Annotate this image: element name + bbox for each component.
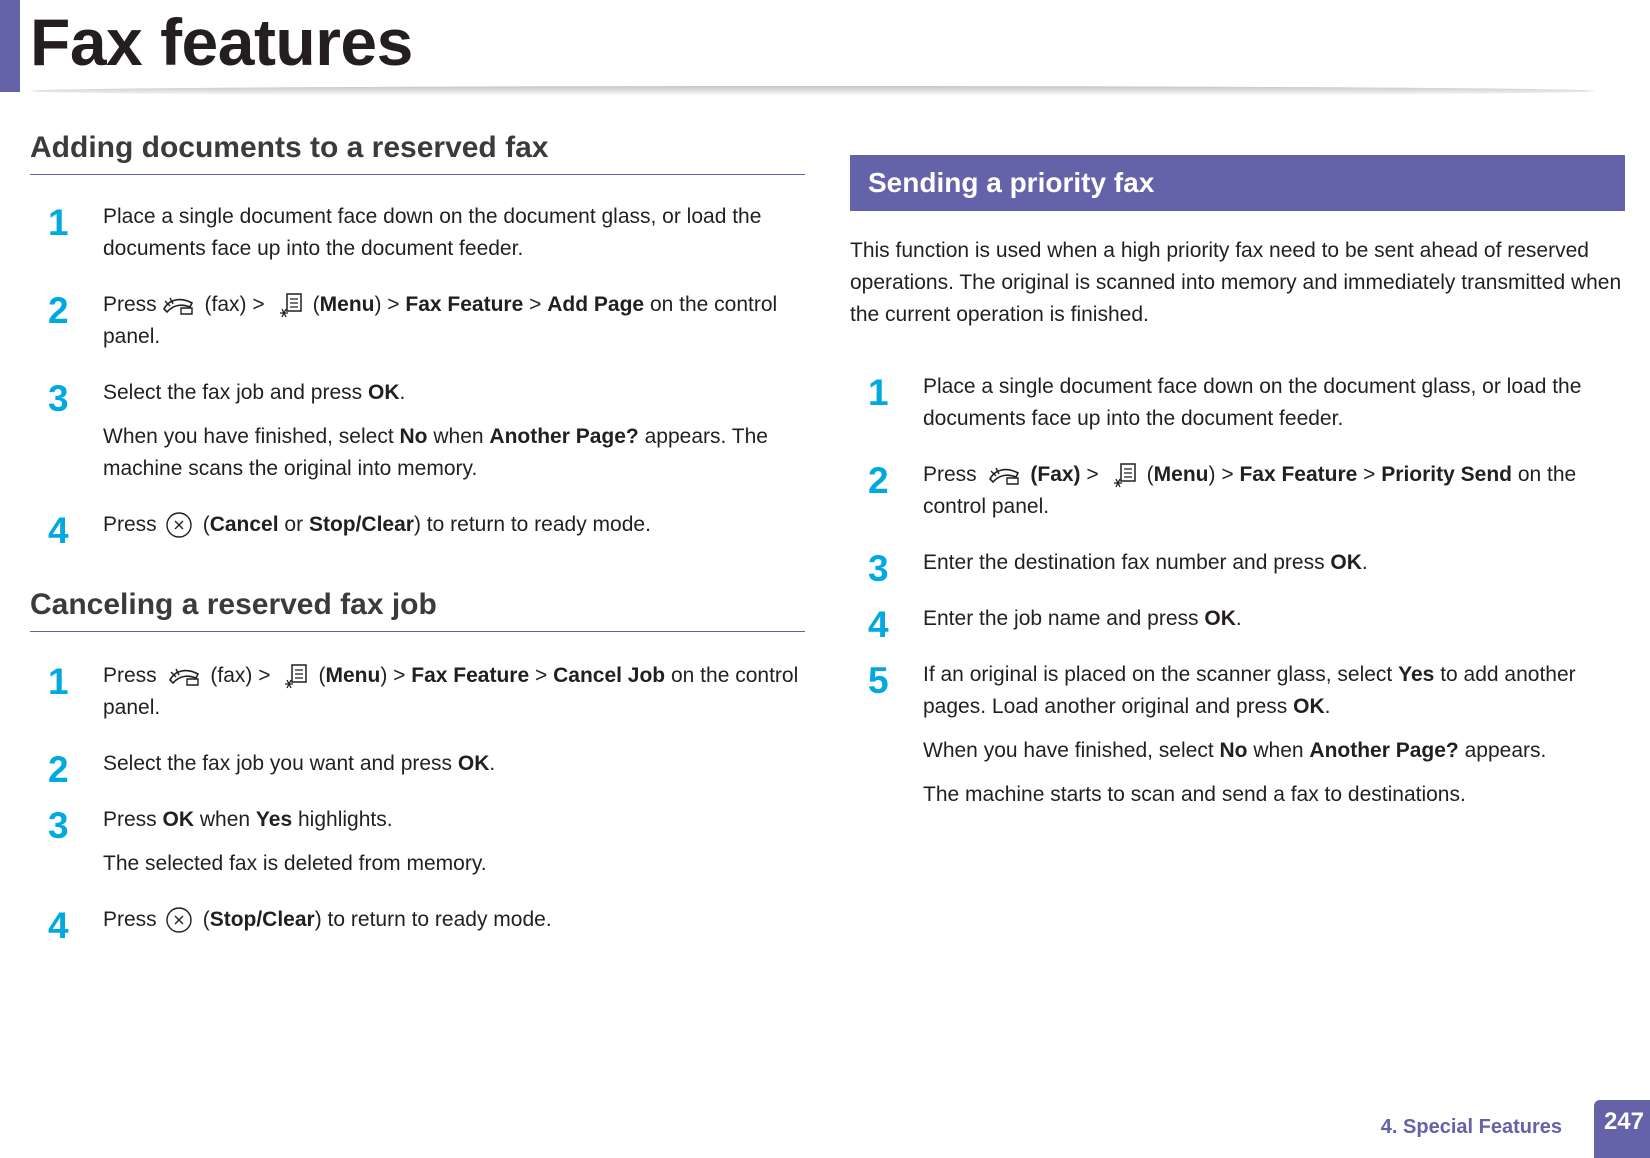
- step-2: [850, 459, 1625, 523]
- step-text: >: [1086, 463, 1099, 486]
- menu-label: Menu: [1153, 463, 1209, 486]
- menu-icon: [279, 292, 305, 318]
- section-canceling-job: [30, 585, 805, 946]
- step-text: .: [1235, 607, 1242, 630]
- step-text: (: [202, 908, 210, 931]
- step-number: 3: [48, 378, 69, 419]
- stop-icon: [165, 511, 193, 539]
- step-2: [30, 748, 805, 790]
- step-text: >: [529, 293, 542, 316]
- step-text: Press: [923, 463, 977, 486]
- step-number: 2: [48, 749, 69, 790]
- step-text: (: [202, 513, 210, 536]
- step-1: [30, 201, 805, 265]
- ok-label: OK: [1204, 607, 1236, 630]
- step-number: 5: [868, 660, 889, 701]
- step-note: when: [433, 425, 484, 448]
- stop-icon: [165, 906, 193, 934]
- step-text: on the control panel.: [923, 463, 1577, 518]
- step-note: The machine starts to scan and send a fax to destinations.: [923, 783, 1466, 806]
- title-rule: [30, 86, 1595, 96]
- another-page-label: Another Page?: [489, 425, 639, 448]
- footer-chapter: 4. Special Features: [1380, 1116, 1562, 1138]
- ok-label: OK: [162, 808, 195, 831]
- yes-label: Yes: [255, 808, 293, 831]
- fax-feature-label: Fax Feature: [411, 664, 530, 687]
- step-number: 1: [48, 661, 69, 702]
- step-number: 4: [48, 510, 69, 551]
- step-text: ) to return to ready mode.: [413, 513, 651, 536]
- stop-clear-label: Stop/Clear: [308, 513, 414, 536]
- step-1: [30, 660, 805, 724]
- step-4: [30, 904, 805, 946]
- step-text: Enter the job name and press: [923, 607, 1199, 630]
- step-text: .: [1324, 695, 1331, 718]
- step-text: (: [1146, 463, 1154, 486]
- step-note: appears.: [1464, 739, 1547, 762]
- step-text: Place a single document face down on the document glass, or load the documents face up into the document feeder.: [103, 205, 762, 260]
- step-text: ) >: [374, 293, 400, 316]
- menu-label: Menu: [319, 293, 375, 316]
- title-accent-bar: [0, 0, 20, 92]
- fax-feature-label: Fax Feature: [1239, 463, 1358, 486]
- step-3: [30, 377, 805, 485]
- section-heading: Canceling a reserved fax job: [30, 588, 437, 621]
- step-text: (fax) >: [210, 664, 271, 687]
- step-text: Press: [103, 293, 157, 316]
- add-page-label: Add Page: [547, 293, 645, 316]
- step-note: When you have finished, select: [103, 425, 394, 448]
- section-rule: [30, 631, 805, 632]
- menu-icon: [284, 663, 310, 689]
- step-text: Press: [103, 808, 157, 831]
- no-label: No: [399, 425, 428, 448]
- menu-icon: [1113, 462, 1139, 488]
- ok-label: OK: [457, 752, 490, 775]
- section-banner: [850, 155, 1625, 211]
- page-title: Fax features: [30, 5, 413, 79]
- priority-send-label: Priority Send: [1381, 463, 1512, 486]
- section-adding-documents: [30, 128, 805, 551]
- ok-label: OK: [1330, 551, 1362, 574]
- step-number: 3: [48, 805, 69, 846]
- no-label: No: [1219, 739, 1248, 762]
- ok-label: OK: [368, 381, 400, 404]
- section-heading: Sending a priority fax: [868, 167, 1155, 198]
- step-text: ) >: [380, 664, 406, 687]
- step-number: 3: [868, 548, 889, 589]
- step-text: If an original is placed on the scanner glass, select: [923, 663, 1393, 686]
- step-text: Select the fax job you want and press: [103, 752, 453, 775]
- step-text: on the control panel.: [103, 664, 799, 719]
- step-note: The selected fax is deleted from memory.: [103, 852, 487, 875]
- step-2: [30, 289, 805, 353]
- step-text: (fax) >: [204, 293, 265, 316]
- fax-feature-label: Fax Feature: [405, 293, 524, 316]
- step-4: [850, 603, 1625, 645]
- step-text: >: [534, 664, 548, 687]
- step-text: Press: [103, 664, 157, 687]
- another-page-label: Another Page?: [1309, 739, 1459, 762]
- step-5: [850, 659, 1625, 811]
- step-text: to add another pages. Load another original and press: [923, 663, 1576, 718]
- fax-icon: [987, 463, 1021, 487]
- stop-clear-label: Stop/Clear: [209, 908, 315, 931]
- step-3: [850, 547, 1625, 589]
- step-3: [30, 804, 805, 880]
- cancel-job-label: Cancel Job: [553, 664, 666, 687]
- step-text: highlights.: [297, 808, 393, 831]
- step-text: on the control panel.: [103, 293, 778, 348]
- step-text: >: [1363, 463, 1376, 486]
- step-number: 4: [48, 905, 69, 946]
- step-text: Enter the destination fax number and press: [923, 551, 1325, 574]
- menu-label: Menu: [325, 664, 381, 687]
- step-1: [850, 371, 1625, 435]
- cancel-label: Cancel: [209, 513, 279, 536]
- step-note: when: [1253, 739, 1304, 762]
- step-text: Press: [103, 908, 157, 931]
- step-text: or: [284, 513, 304, 536]
- step-text: .: [1361, 551, 1368, 574]
- fax-icon: [161, 293, 195, 317]
- ok-label: OK: [1293, 695, 1325, 718]
- step-text: ) >: [1208, 463, 1234, 486]
- step-text: ) to return to ready mode.: [314, 908, 552, 931]
- step-text: Place a single document face down on the document glass, or load the documents face up into the document feeder.: [923, 375, 1582, 430]
- intro-paragraph: This function is used when a high priority fax need to be sent ahead of reserved operations. The original is scanned into memory and immediately transmitted when the current operation is finished.: [850, 239, 1622, 326]
- step-number: 2: [48, 290, 69, 331]
- yes-label: Yes: [1398, 663, 1435, 686]
- right-column: [850, 155, 1625, 811]
- step-text: Press: [103, 513, 157, 536]
- section-heading: Adding documents to a reserved fax: [30, 131, 549, 164]
- left-column: [30, 128, 805, 946]
- fax-icon: [167, 664, 201, 688]
- step-note: When you have finished, select: [923, 739, 1214, 762]
- step-text: .: [399, 381, 406, 404]
- step-text: Select the fax job and press: [103, 381, 363, 404]
- step-text: when: [199, 808, 251, 831]
- step-4: [30, 509, 805, 551]
- step-number: 1: [868, 372, 889, 413]
- step-note: appears. The machine scans the original into memory.: [103, 425, 768, 480]
- step-number: 4: [868, 604, 889, 645]
- fax-label: (Fax): [1030, 463, 1081, 486]
- section-rule: [30, 174, 805, 175]
- step-text: (: [312, 293, 320, 316]
- step-text: .: [489, 752, 496, 775]
- step-text: (: [318, 664, 326, 687]
- page-number: 247: [1603, 1108, 1644, 1135]
- step-number: 2: [868, 460, 889, 501]
- step-number: 1: [48, 202, 69, 243]
